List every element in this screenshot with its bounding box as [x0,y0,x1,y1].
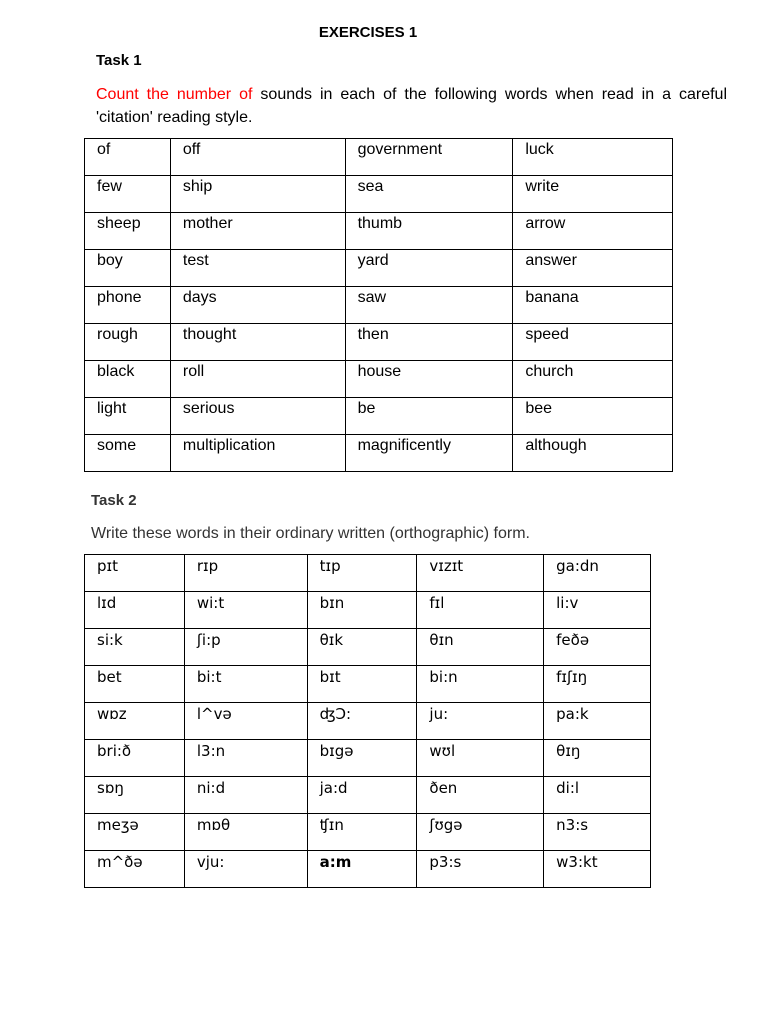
transcription-cell: l^və [184,703,307,740]
word-cell: sea [345,176,513,213]
transcription-cell: vju: [184,851,307,888]
document-title: EXERCISES 1 [318,24,418,41]
table-row [85,250,673,287]
word-cell: black [85,361,171,398]
word-cell: serious [170,398,345,435]
table-row [85,814,651,851]
task1-heading: Task 1 [96,52,142,69]
transcription-cell: ʧɪn [307,814,417,851]
transcription-cell: ʤƆ: [307,703,417,740]
transcription-cell: ʃi:p [184,629,307,666]
transcription-cell: wi:t [184,592,307,629]
transcription-cell: θɪn [417,629,544,666]
word-cell: thumb [345,213,513,250]
table-row [85,592,651,629]
task1-table-body [85,139,673,472]
task1-instruction-text: sounds in each of the following words when read in a careful 'citation' reading style. [96,86,727,126]
table-row [85,324,673,361]
transcription-cell: di:l [544,777,651,814]
table-row [85,740,651,777]
task1-word-table [84,138,673,472]
table-row [85,398,673,435]
word-cell: write [513,176,673,213]
word-cell: speed [513,324,673,361]
word-cell: boy [85,250,171,287]
word-cell: house [345,361,513,398]
table-row [85,703,651,740]
transcription-cell: m^ðə [85,851,185,888]
word-cell: church [513,361,673,398]
transcription-cell: bi:t [184,666,307,703]
transcription-cell: p3:s [417,851,544,888]
transcription-cell: feðə [544,629,651,666]
word-cell: test [170,250,345,287]
table-row [85,176,673,213]
word-cell: rough [85,324,171,361]
word-cell: thought [170,324,345,361]
transcription-cell: rɪp [184,555,307,592]
table-row [85,213,673,250]
transcription-cell: meʒə [85,814,185,851]
task2-instruction: Write these words in their ordinary written (orthographic) form. [91,525,530,542]
transcription-cell: si:k [85,629,185,666]
word-cell: some [85,435,171,472]
transcription-cell: l3:n [184,740,307,777]
transcription-cell: pa:k [544,703,651,740]
transcription-cell: bɪt [307,666,417,703]
transcription-cell: fɪʃɪŋ [544,666,651,703]
transcription-cell: w3:kt [544,851,651,888]
transcription-cell: wʊl [417,740,544,777]
transcription-cell: bet [85,666,185,703]
transcription-cell: ga:dn [544,555,651,592]
transcription-cell: ni:d [184,777,307,814]
word-cell: phone [85,287,171,324]
word-cell: bee [513,398,673,435]
transcription-cell: ðen [417,777,544,814]
transcription-cell: vɪzɪt [417,555,544,592]
word-cell: arrow [513,213,673,250]
transcription-cell: sɒŋ [85,777,185,814]
task2-transcription-table [84,554,651,888]
transcription-cell: pɪt [85,555,185,592]
word-cell: of [85,139,171,176]
transcription-cell: bri:ð [85,740,185,777]
transcription-cell: ju: [417,703,544,740]
transcription-cell: a:m [307,851,417,888]
table-row [85,139,673,176]
word-cell: sheep [85,213,171,250]
transcription-cell: fɪl [417,592,544,629]
task2-table-body [85,555,651,888]
transcription-cell: tɪp [307,555,417,592]
word-cell: mother [170,213,345,250]
transcription-cell: bɪn [307,592,417,629]
word-cell: although [513,435,673,472]
word-cell: government [345,139,513,176]
word-cell: few [85,176,171,213]
transcription-cell: lɪd [85,592,185,629]
transcription-cell: li:v [544,592,651,629]
word-cell: light [85,398,171,435]
task1-instruction [96,83,727,129]
table-row [85,435,673,472]
table-row [85,361,673,398]
word-cell: yard [345,250,513,287]
transcription-cell: θɪk [307,629,417,666]
word-cell: off [170,139,345,176]
table-row [85,777,651,814]
word-cell: luck [513,139,673,176]
table-row [85,629,651,666]
word-cell: banana [513,287,673,324]
transcription-cell: ʃʊgə [417,814,544,851]
table-row [85,666,651,703]
table-row [85,287,673,324]
word-cell: magnificently [345,435,513,472]
table-row [85,851,651,888]
word-cell: saw [345,287,513,324]
transcription-cell: n3:s [544,814,651,851]
word-cell: roll [170,361,345,398]
word-cell: multiplication [170,435,345,472]
table-row [85,555,651,592]
word-cell: then [345,324,513,361]
transcription-cell: ja:d [307,777,417,814]
task1-instruction-highlight: Count the number of [96,86,253,103]
transcription-cell: mɒθ [184,814,307,851]
word-cell: answer [513,250,673,287]
word-cell: days [170,287,345,324]
word-cell: ship [170,176,345,213]
transcription-cell: θɪŋ [544,740,651,777]
transcription-cell: bi:n [417,666,544,703]
word-cell: be [345,398,513,435]
task2-heading: Task 2 [91,492,137,509]
transcription-cell: bɪgə [307,740,417,777]
transcription-cell: wɒz [85,703,185,740]
